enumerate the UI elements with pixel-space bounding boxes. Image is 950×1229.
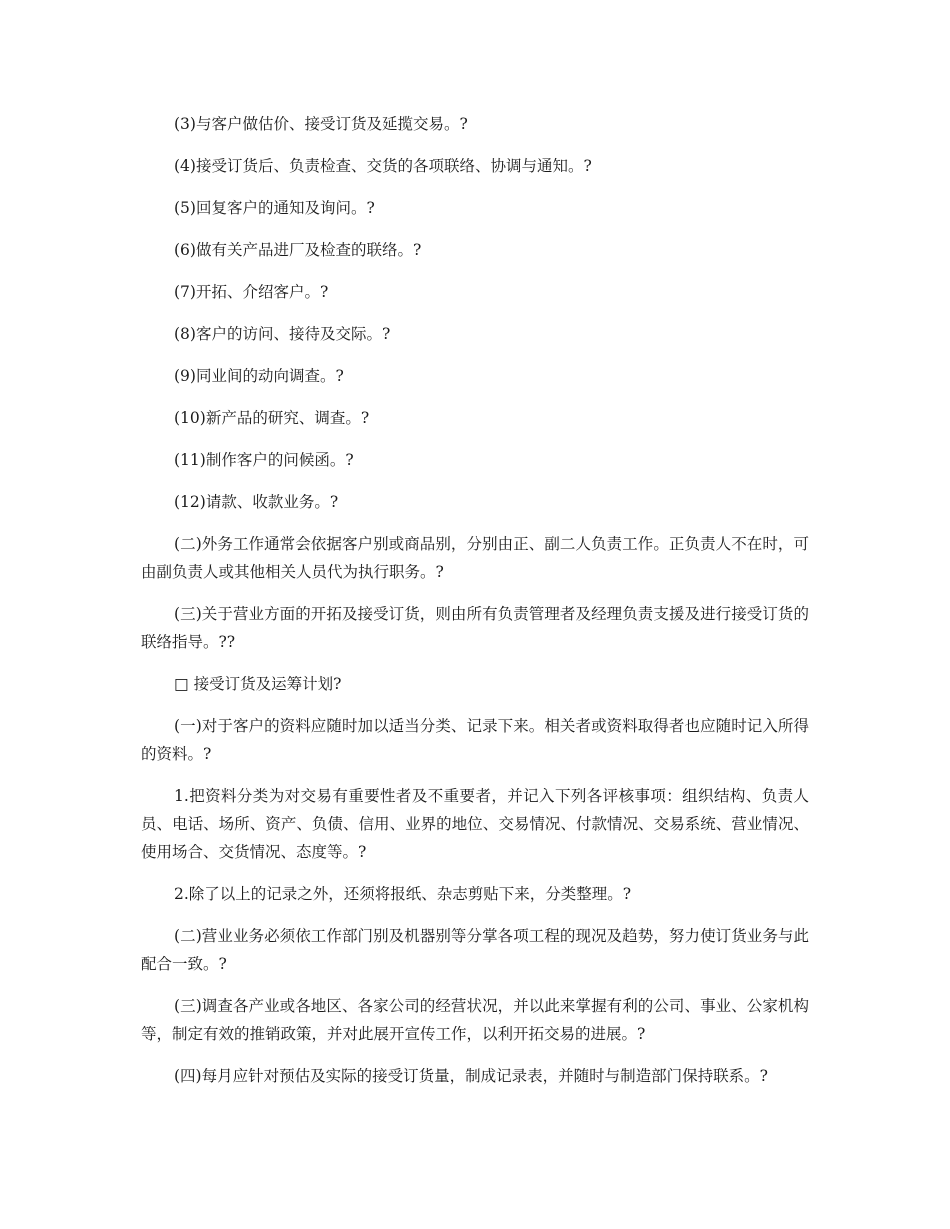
orders-subitem-2: 2.除了以上的记录之外，还须将报纸、杂志剪贴下来，分类整理。? <box>174 885 632 903</box>
duty-item-6: (6)做有关产品进厂及检查的联络。? <box>174 241 422 259</box>
orders-item-3: (三)调查各产业或各地区、各家公司的经营状况，并以此来掌握有利的公司、事业、公家机构等，制定有效的推销政策，并对此展开宣传工作，以利开拓交易的进展。? <box>141 997 809 1043</box>
orders-subitem-1: 1.把资料分类为对交易有重要性者及不重要者，并记入下列各评核事项：组织结构、负责人员、电话、场所、资产、负债、信用、业界的地位、交易情况、付款情况、交易系统、营业情况、使用场合、交货情况、态度等。? <box>141 787 809 861</box>
duty-item-7: (7)开拓、介绍客户。? <box>174 283 329 301</box>
duty-item-10: (10)新产品的研究、调查。? <box>174 409 370 427</box>
duty-item-12: (12)请款、收款业务。? <box>174 493 339 511</box>
duty-item-8: (8)客户的访问、接待及交际。? <box>174 325 391 343</box>
duty-item-9: (9)同业间的动向调查。? <box>174 367 344 385</box>
duty-item-4: (4)接受订货后、负责检查、交货的各项联络、协调与通知。? <box>174 157 592 175</box>
duty-item-5: (5)回复客户的通知及询问。? <box>174 199 375 217</box>
orders-item-4: (四)每月应针对预估及实际的接受订货量，制成记录表，并随时与制造部门保持联系。? <box>174 1067 768 1085</box>
section-3-paragraph: (三)关于营业方面的开拓及接受订货，则由所有负责管理者及经理负责支援及进行接受订货的联络指导。?? <box>141 605 809 651</box>
section-heading-orders-planning: □ 接受订货及运筹计划? <box>174 675 342 693</box>
duty-item-3: (3)与客户做估价、接受订货及延揽交易。? <box>174 115 468 133</box>
orders-item-2: (二)营业业务必须依工作部门别及机器别等分掌各项工程的现况及趋势，努力使订货业务与此配合一致。? <box>141 927 809 973</box>
document-body <box>141 110 809 1104</box>
duty-item-11: (11)制作客户的问候函。? <box>174 451 354 469</box>
section-2-paragraph: (二)外务工作通常会依据客户别或商品别，分别由正、副二人负责工作。正负责人不在时，可由副负责人或其他相关人员代为执行职务。? <box>141 535 809 581</box>
orders-item-1: (一)对于客户的资料应随时加以适当分类、记录下来。相关者或资料取得者也应随时记入所得的资料。? <box>141 717 809 763</box>
